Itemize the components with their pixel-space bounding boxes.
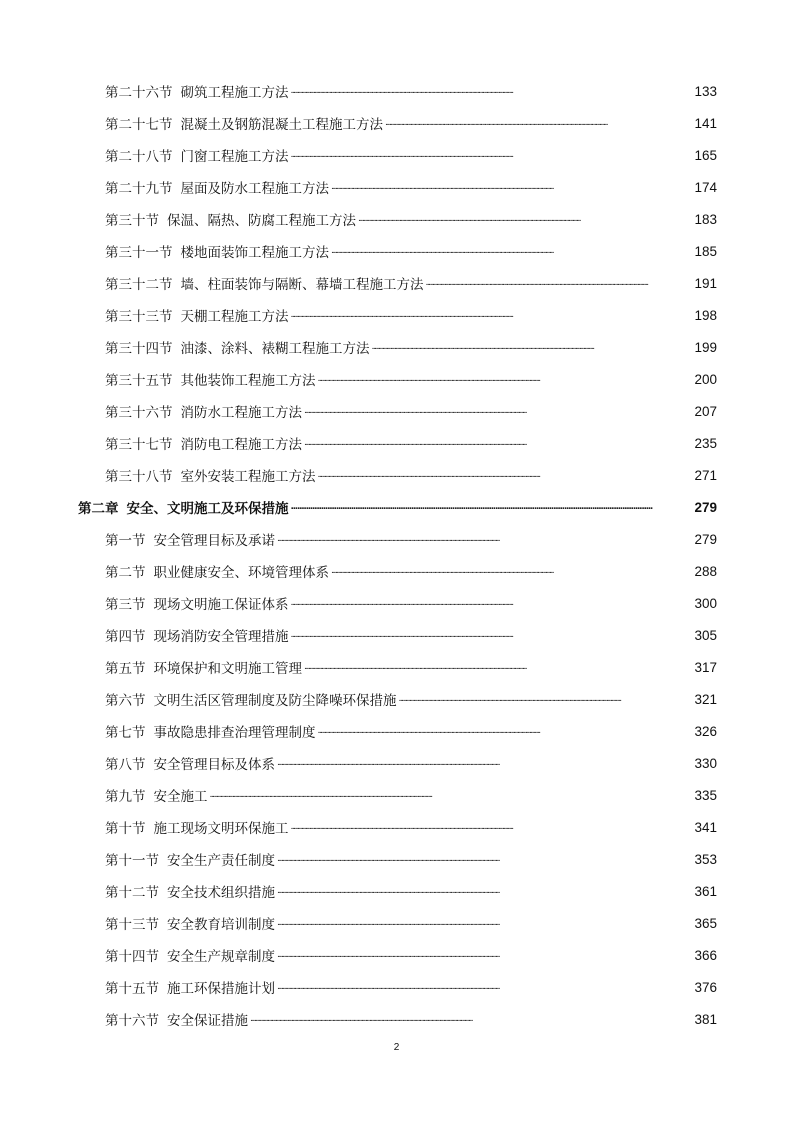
toc-entry-number: 第二十八节 bbox=[105, 149, 173, 165]
toc-entry-page: 271 bbox=[694, 467, 717, 483]
toc-entry-page: 366 bbox=[694, 947, 717, 963]
toc-entry-title bbox=[105, 241, 329, 261]
toc-entry-title bbox=[105, 433, 302, 453]
toc-entry-number: 第六节 bbox=[105, 693, 146, 709]
toc-entry-text: 施工现场文明环保施工 bbox=[153, 821, 289, 837]
toc-dot-leader bbox=[291, 87, 693, 99]
toc-entry-title bbox=[105, 721, 316, 741]
toc-section-entry[interactable] bbox=[0, 587, 793, 619]
toc-entry-title bbox=[105, 849, 275, 869]
toc-entry-text: 室外安装工程施工方法 bbox=[180, 469, 316, 485]
toc-dot-leader bbox=[291, 631, 693, 643]
toc-entry-text: 安全技术组织措施 bbox=[167, 885, 275, 901]
toc-entry-text: 安全管理目标及承诺 bbox=[153, 533, 275, 549]
toc-dot-leader bbox=[291, 503, 693, 515]
toc-entry-title bbox=[105, 785, 208, 805]
toc-entry-page: 305 bbox=[694, 627, 717, 643]
toc-entry-page: 133 bbox=[694, 83, 717, 99]
toc-dot-leader bbox=[358, 215, 692, 227]
toc-entry-page: 279 bbox=[694, 499, 717, 515]
toc-dot-leader bbox=[304, 663, 692, 675]
toc-entry-title bbox=[105, 305, 289, 325]
toc-entry-page: 317 bbox=[694, 659, 717, 675]
toc-dot-leader bbox=[318, 727, 693, 739]
toc-entry-title bbox=[105, 81, 289, 101]
toc-section-entry[interactable] bbox=[0, 811, 793, 843]
toc-entry-text: 墙、柱面装饰与隔断、幕墙工程施工方法 bbox=[180, 277, 424, 293]
toc-entry-number: 第三十一节 bbox=[105, 245, 173, 261]
toc-dot-leader bbox=[331, 567, 692, 579]
toc-entry-title bbox=[105, 1009, 248, 1029]
toc-entry-number: 第三十五节 bbox=[105, 373, 173, 389]
toc-entry-page: 321 bbox=[694, 691, 717, 707]
toc-entry-number: 第三十六节 bbox=[105, 405, 173, 421]
toc-entry-text: 现场消防安全管理措施 bbox=[153, 629, 289, 645]
toc-entry-text: 安全教育培训制度 bbox=[167, 917, 275, 933]
toc-entry-text: 油漆、涂料、裱糊工程施工方法 bbox=[180, 341, 370, 357]
toc-entry-page: 199 bbox=[694, 339, 717, 355]
toc-section-entry[interactable] bbox=[0, 267, 793, 299]
toc-section-entry[interactable] bbox=[0, 459, 793, 491]
toc-dot-leader bbox=[250, 1015, 692, 1027]
toc-entry-page: 335 bbox=[694, 787, 717, 803]
toc-entry-text: 保温、隔热、防腐工程施工方法 bbox=[167, 213, 356, 229]
toc-entry-number: 第十三节 bbox=[105, 917, 159, 933]
toc-dot-leader bbox=[277, 919, 692, 931]
toc-dot-leader bbox=[399, 695, 693, 707]
toc-dot-leader bbox=[372, 343, 693, 355]
toc-section-entry[interactable] bbox=[0, 907, 793, 939]
toc-section-entry[interactable] bbox=[0, 75, 793, 107]
toc-entry-page: 330 bbox=[694, 755, 717, 771]
toc-section-entry[interactable] bbox=[0, 171, 793, 203]
toc-dot-leader bbox=[277, 855, 692, 867]
toc-dot-leader bbox=[277, 535, 692, 547]
toc-entry-page: 198 bbox=[694, 307, 717, 323]
toc-section-entry[interactable] bbox=[0, 235, 793, 267]
toc-entry-number: 第十节 bbox=[105, 821, 146, 837]
toc-section-entry[interactable] bbox=[0, 747, 793, 779]
toc-entry-number: 第二十九节 bbox=[105, 181, 173, 197]
toc-dot-leader bbox=[304, 407, 692, 419]
toc-entry-text: 消防水工程施工方法 bbox=[180, 405, 302, 421]
toc-section-entry[interactable] bbox=[0, 619, 793, 651]
toc-entry-text: 门窗工程施工方法 bbox=[180, 149, 289, 165]
toc-entry-number: 第二节 bbox=[105, 565, 146, 581]
toc-dot-leader bbox=[331, 183, 692, 195]
toc-entry-page: 288 bbox=[694, 563, 717, 579]
toc-entry-title bbox=[105, 945, 275, 965]
toc-dot-leader bbox=[291, 599, 693, 611]
toc-entry-number: 第五节 bbox=[105, 661, 146, 677]
toc-section-entry[interactable] bbox=[0, 107, 793, 139]
toc-entry-title bbox=[105, 209, 356, 229]
toc-section-entry[interactable] bbox=[0, 715, 793, 747]
toc-entry-number: 第三节 bbox=[105, 597, 146, 613]
toc-dot-leader bbox=[385, 119, 692, 131]
toc-entry-title bbox=[105, 977, 275, 997]
toc-entry-page: 341 bbox=[694, 819, 717, 835]
toc-entry-title bbox=[105, 593, 289, 613]
toc-entry-title bbox=[105, 401, 302, 421]
toc-section-entry[interactable] bbox=[0, 971, 793, 1003]
toc-entry-text: 安全保证措施 bbox=[167, 1013, 248, 1029]
toc-entry-number: 第十一节 bbox=[105, 853, 159, 869]
toc-entry-title bbox=[105, 529, 275, 549]
toc-entry-title bbox=[105, 337, 370, 357]
toc-dot-leader bbox=[426, 279, 693, 291]
toc-dot-leader bbox=[277, 951, 692, 963]
toc-entry-number: 第三十四节 bbox=[105, 341, 173, 357]
toc-entry-title bbox=[105, 177, 329, 197]
toc-dot-leader bbox=[291, 311, 693, 323]
toc-entry-title bbox=[105, 625, 289, 645]
toc-entry-title bbox=[105, 913, 275, 933]
toc-entry-number: 第十五节 bbox=[105, 981, 159, 997]
table-of-contents bbox=[0, 75, 793, 1035]
toc-entry-text: 混凝土及钢筋混凝土工程施工方法 bbox=[180, 117, 383, 133]
toc-entry-text: 安全生产责任制度 bbox=[167, 853, 275, 869]
toc-section-entry[interactable] bbox=[0, 779, 793, 811]
toc-entry-page: 376 bbox=[694, 979, 717, 995]
toc-entry-text: 安全生产规章制度 bbox=[167, 949, 275, 965]
toc-entry-title bbox=[105, 817, 289, 837]
toc-dot-leader bbox=[304, 439, 692, 451]
toc-section-entry[interactable] bbox=[0, 139, 793, 171]
toc-entry-page: 326 bbox=[694, 723, 717, 739]
toc-entry-number: 第十二节 bbox=[105, 885, 159, 901]
toc-section-entry[interactable] bbox=[0, 1003, 793, 1035]
toc-entry-text: 屋面及防水工程施工方法 bbox=[180, 181, 329, 197]
toc-entry-number: 第三十三节 bbox=[105, 309, 173, 325]
toc-entry-number: 第二章 bbox=[78, 501, 119, 517]
toc-section-entry[interactable] bbox=[0, 203, 793, 235]
toc-dot-leader bbox=[277, 759, 692, 771]
toc-section-entry[interactable] bbox=[0, 395, 793, 427]
toc-dot-leader bbox=[210, 791, 693, 803]
toc-entry-number: 第十四节 bbox=[105, 949, 159, 965]
toc-section-entry[interactable] bbox=[0, 555, 793, 587]
toc-section-entry[interactable] bbox=[0, 363, 793, 395]
toc-dot-leader bbox=[277, 887, 692, 899]
toc-entry-number: 第三十二节 bbox=[105, 277, 173, 293]
toc-entry-number: 第一节 bbox=[105, 533, 146, 549]
toc-entry-page: 381 bbox=[694, 1011, 717, 1027]
toc-entry-text: 文明生活区管理制度及防尘降噪环保措施 bbox=[153, 693, 397, 709]
toc-dot-leader bbox=[318, 471, 693, 483]
toc-entry-text: 其他装饰工程施工方法 bbox=[180, 373, 316, 389]
toc-dot-leader bbox=[318, 375, 693, 387]
toc-entry-page: 300 bbox=[694, 595, 717, 611]
toc-entry-page: 141 bbox=[694, 115, 717, 131]
toc-entry-text: 砌筑工程施工方法 bbox=[180, 85, 289, 101]
toc-entry-page: 365 bbox=[694, 915, 717, 931]
toc-section-entry[interactable] bbox=[0, 427, 793, 459]
toc-dot-leader bbox=[331, 247, 692, 259]
toc-section-entry[interactable] bbox=[0, 843, 793, 875]
toc-entry-number: 第二十七节 bbox=[105, 117, 173, 133]
toc-entry-number: 第二十六节 bbox=[105, 85, 173, 101]
toc-entry-title bbox=[105, 145, 289, 165]
toc-entry-text: 楼地面装饰工程施工方法 bbox=[180, 245, 329, 261]
toc-entry-title bbox=[105, 753, 275, 773]
toc-entry-text: 安全施工 bbox=[153, 789, 208, 805]
toc-entry-text: 事故隐患排查治理管理制度 bbox=[153, 725, 316, 741]
toc-entry-number: 第三十节 bbox=[105, 213, 159, 229]
toc-entry-text: 消防电工程施工方法 bbox=[180, 437, 302, 453]
toc-entry-page: 183 bbox=[694, 211, 717, 227]
toc-entry-title bbox=[105, 369, 316, 389]
toc-section-entry[interactable] bbox=[0, 651, 793, 683]
toc-section-entry[interactable] bbox=[0, 299, 793, 331]
toc-entry-title bbox=[105, 465, 316, 485]
toc-section-entry[interactable] bbox=[0, 683, 793, 715]
toc-entry-text: 环境保护和文明施工管理 bbox=[153, 661, 302, 677]
toc-entry-page: 353 bbox=[694, 851, 717, 867]
toc-entry-text: 天棚工程施工方法 bbox=[180, 309, 289, 325]
toc-section-entry[interactable] bbox=[0, 523, 793, 555]
toc-dot-leader bbox=[291, 823, 693, 835]
toc-entry-title bbox=[105, 561, 329, 581]
toc-section-entry[interactable] bbox=[0, 331, 793, 363]
toc-entry-number: 第九节 bbox=[105, 789, 146, 805]
toc-entry-text: 现场文明施工保证体系 bbox=[153, 597, 289, 613]
toc-entry-title bbox=[105, 881, 275, 901]
toc-entry-page: 185 bbox=[694, 243, 717, 259]
toc-entry-title bbox=[105, 113, 383, 133]
toc-entry-title bbox=[105, 657, 302, 677]
toc-entry-text: 施工环保措施计划 bbox=[167, 981, 275, 997]
toc-entry-page: 191 bbox=[694, 275, 717, 291]
toc-entry-text: 安全、文明施工及环保措施 bbox=[126, 501, 289, 517]
toc-entry-title bbox=[105, 689, 397, 709]
toc-entry-number: 第七节 bbox=[105, 725, 146, 741]
toc-entry-title bbox=[78, 497, 289, 517]
toc-entry-number: 第八节 bbox=[105, 757, 146, 773]
toc-entry-page: 200 bbox=[694, 371, 717, 387]
toc-section-entry[interactable] bbox=[0, 875, 793, 907]
toc-entry-number: 第三十七节 bbox=[105, 437, 173, 453]
toc-entry-page: 174 bbox=[694, 179, 717, 195]
toc-section-entry[interactable] bbox=[0, 939, 793, 971]
toc-entry-page: 279 bbox=[694, 531, 717, 547]
toc-dot-leader bbox=[277, 983, 692, 995]
toc-entry-title bbox=[105, 273, 424, 293]
toc-entry-text: 安全管理目标及体系 bbox=[153, 757, 275, 773]
toc-entry-page: 165 bbox=[694, 147, 717, 163]
toc-entry-number: 第四节 bbox=[105, 629, 146, 645]
toc-entry-page: 235 bbox=[694, 435, 717, 451]
toc-entry-text: 职业健康安全、环境管理体系 bbox=[153, 565, 329, 581]
toc-entry-page: 361 bbox=[694, 883, 717, 899]
page-number: 2 bbox=[393, 1042, 400, 1053]
toc-dot-leader bbox=[291, 151, 693, 163]
toc-chapter-entry[interactable] bbox=[0, 491, 793, 523]
toc-entry-number: 第十六节 bbox=[105, 1013, 159, 1029]
toc-entry-number: 第三十八节 bbox=[105, 469, 173, 485]
toc-entry-page: 207 bbox=[694, 403, 717, 419]
